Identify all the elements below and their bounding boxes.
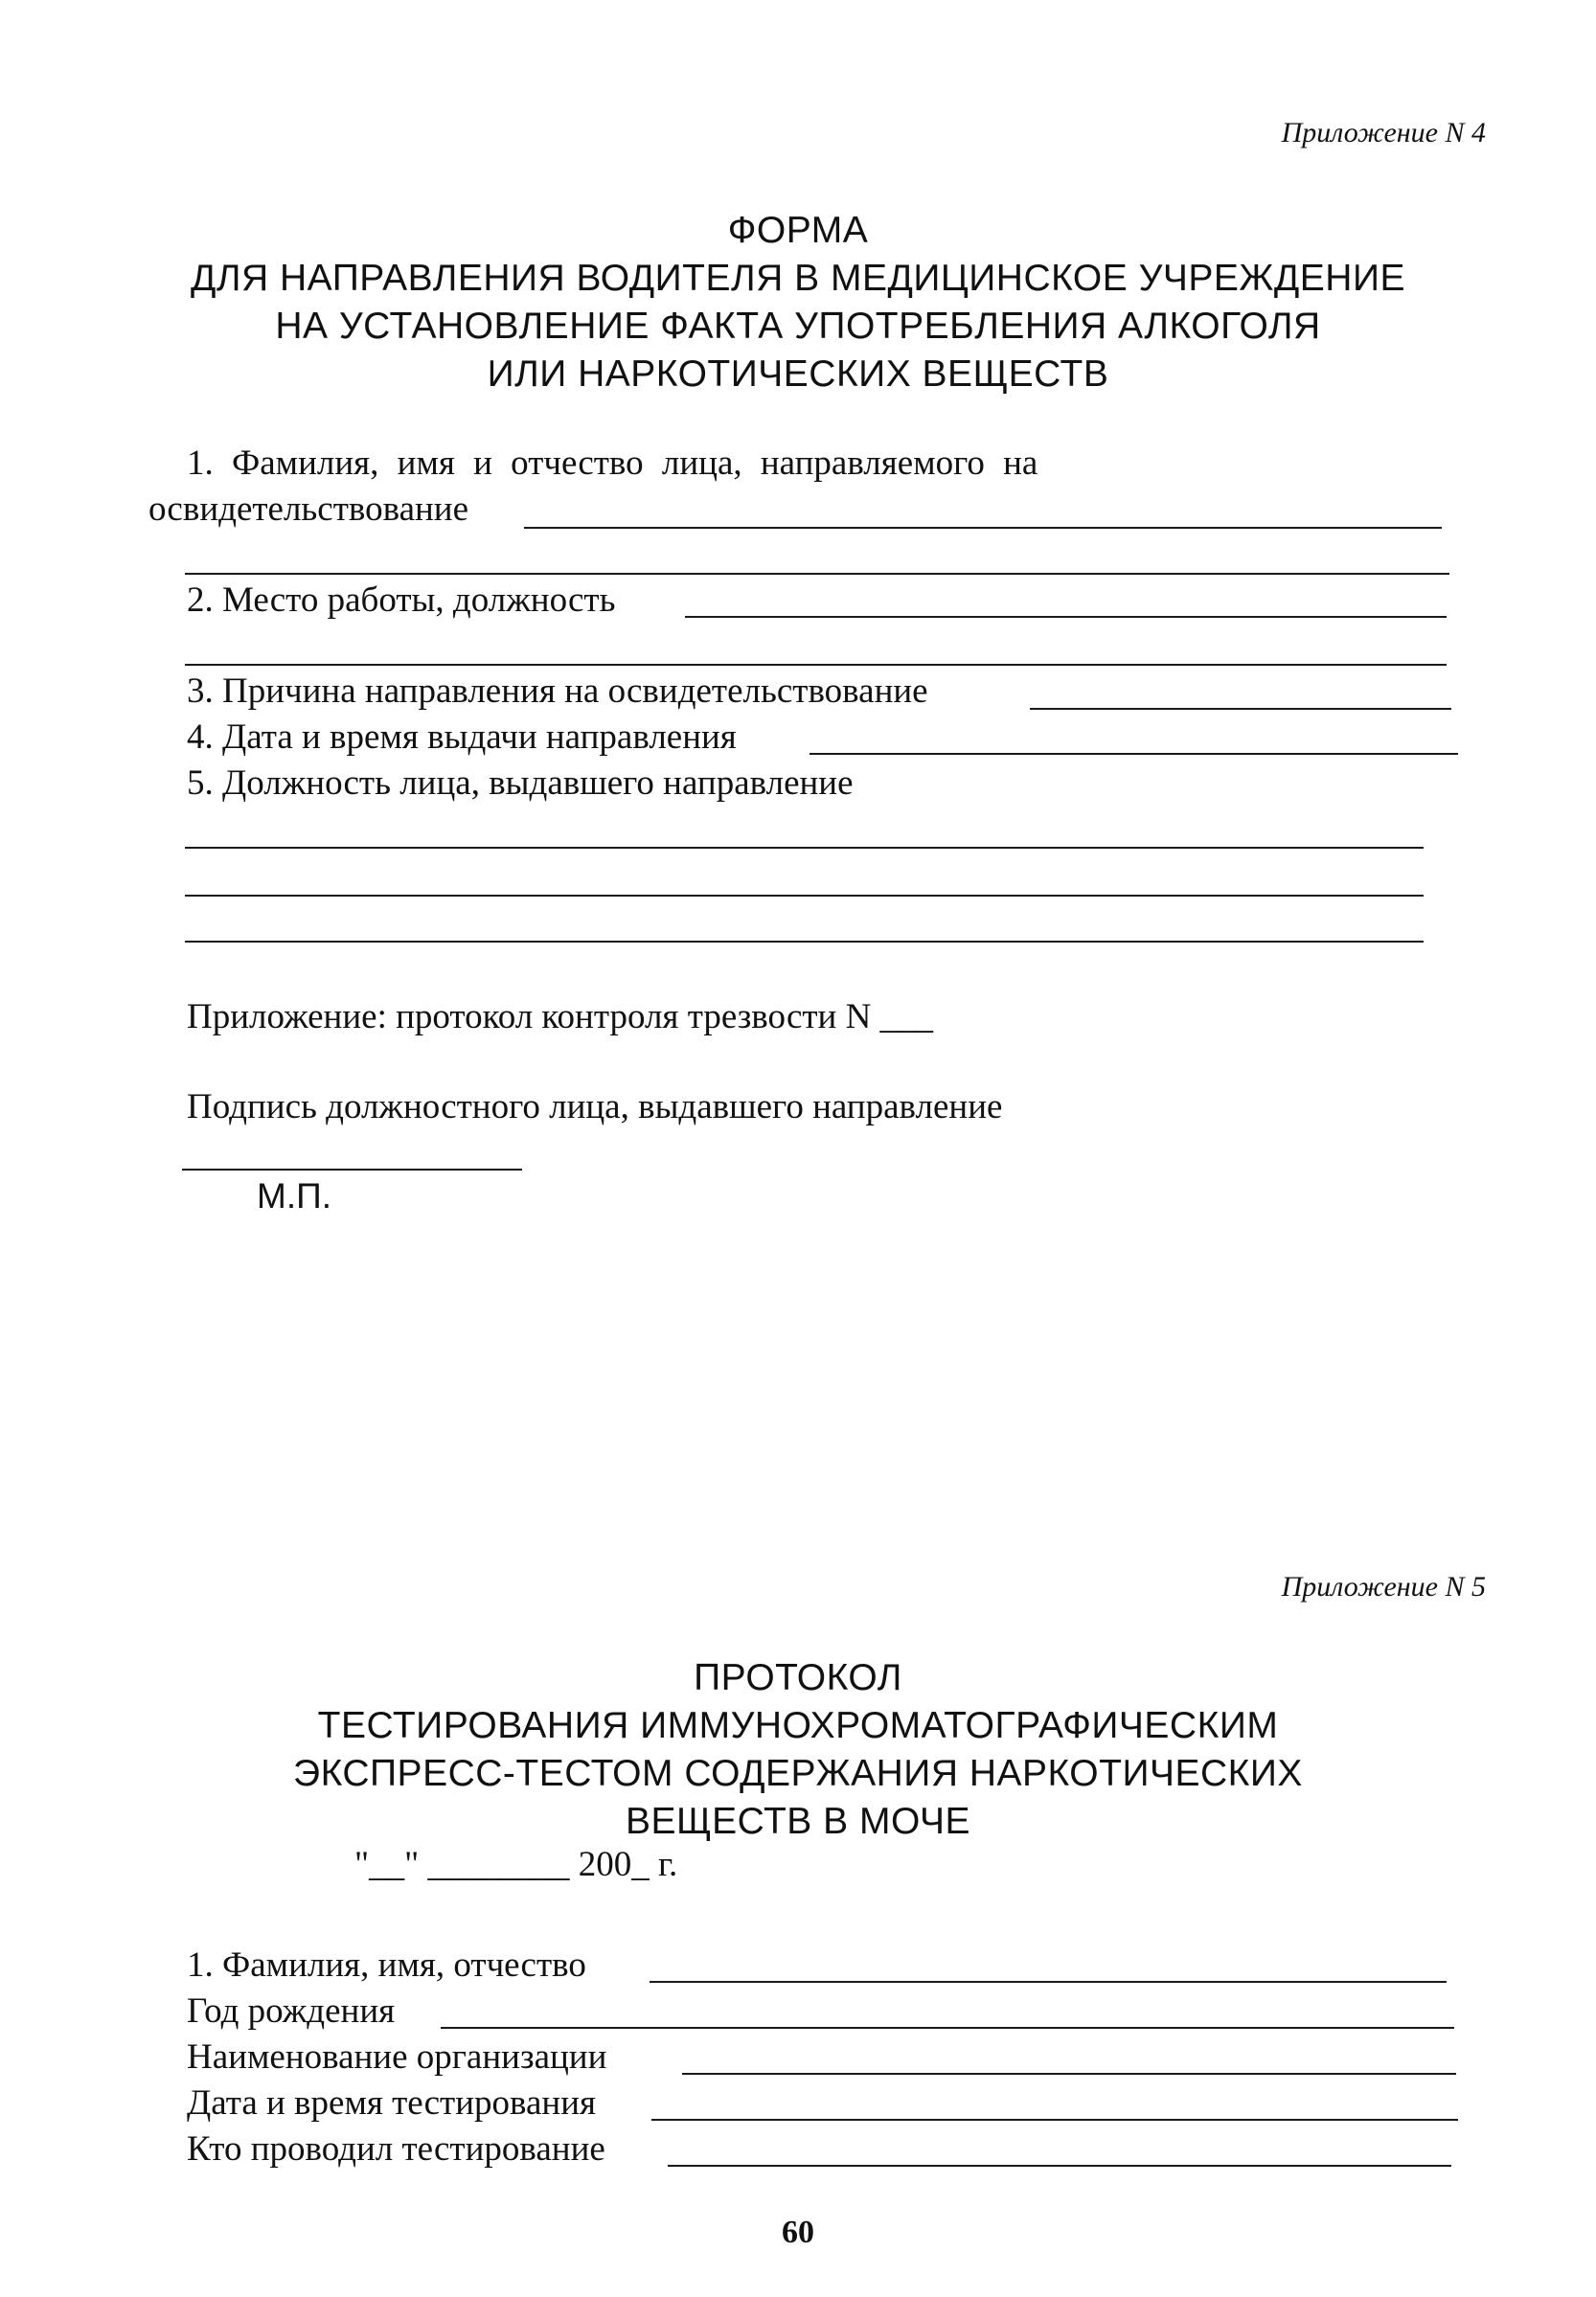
field-birth-year: Год рождения [187, 1991, 396, 2031]
field-organization: Наименование организации [187, 2037, 607, 2077]
fill-line [1030, 708, 1451, 710]
fill-line [685, 616, 1447, 618]
item-1-label-cont: освидетельствование [148, 489, 469, 529]
signature-line [182, 1169, 522, 1171]
page-number: 60 [782, 2215, 814, 2250]
protocol-date-line: "__" ________ 200_ г. [354, 1845, 678, 1884]
appendix-4-title [0, 207, 1596, 398]
fill-line [650, 1981, 1447, 1983]
appendix-5-title [0, 1654, 1596, 1846]
item-2-label: 2. Место работы, должность [187, 580, 616, 620]
fill-line [185, 573, 1449, 575]
item-3-label: 3. Причина направления на освидетельствование [187, 671, 928, 711]
fill-line [185, 941, 1424, 943]
item-4-label: 4. Дата и время выдачи направления [187, 717, 737, 757]
title-line: ЭКСПРЕСС-ТЕСТОМ СОДЕРЖАНИЯ НАРКОТИЧЕСКИХ [293, 1753, 1303, 1794]
title-line: ВЕЩЕСТВ В МОЧЕ [626, 1801, 970, 1842]
title-line: ТЕСТИРОВАНИЯ ИММУНОХРОМАТОГРАФИЧЕСКИМ [317, 1705, 1279, 1746]
title-line: ФОРМА [727, 210, 869, 251]
title-line: ДЛЯ НАПРАВЛЕНИЯ ВОДИТЕЛЯ В МЕДИЦИНСКОЕ УЧРЕЖДЕНИЕ [190, 258, 1406, 299]
title-line: ИЛИ НАРКОТИЧЕСКИХ ВЕЩЕСТВ [487, 353, 1109, 395]
field-full-name: 1. Фамилия, имя, отчество [187, 1945, 586, 1985]
appendix-5-label: Приложение N 5 [1281, 1571, 1486, 1603]
item-1-label: 1. Фамилия, имя и отчество лица, направляемого на [187, 443, 1038, 483]
field-test-datetime: Дата и время тестирования [187, 2083, 597, 2123]
field-tested-by: Кто проводил тестирование [187, 2129, 605, 2169]
attachment-line: Приложение: протокол контроля трезвости N ___ [187, 997, 934, 1036]
title-line: НА УСТАНОВЛЕНИЕ ФАКТА УПОТРЕБЛЕНИЯ АЛКОГОЛЯ [275, 306, 1321, 347]
fill-line [185, 847, 1424, 849]
title-line: ПРОТОКОЛ [694, 1657, 902, 1698]
stamp-label: М.П. [257, 1176, 331, 1216]
fill-line [651, 2119, 1458, 2121]
fill-line [185, 664, 1447, 666]
fill-line [809, 753, 1458, 755]
fill-line [524, 527, 1442, 529]
fill-line [441, 2027, 1454, 2029]
signature-label: Подпись должностного лица, выдавшего направление [187, 1087, 1003, 1126]
item-5-label: 5. Должность лица, выдавшего направление [187, 763, 854, 803]
fill-line [682, 2073, 1456, 2075]
fill-line [185, 895, 1424, 897]
fill-line [668, 2165, 1451, 2167]
appendix-4-label: Приложение N 4 [1281, 117, 1486, 148]
